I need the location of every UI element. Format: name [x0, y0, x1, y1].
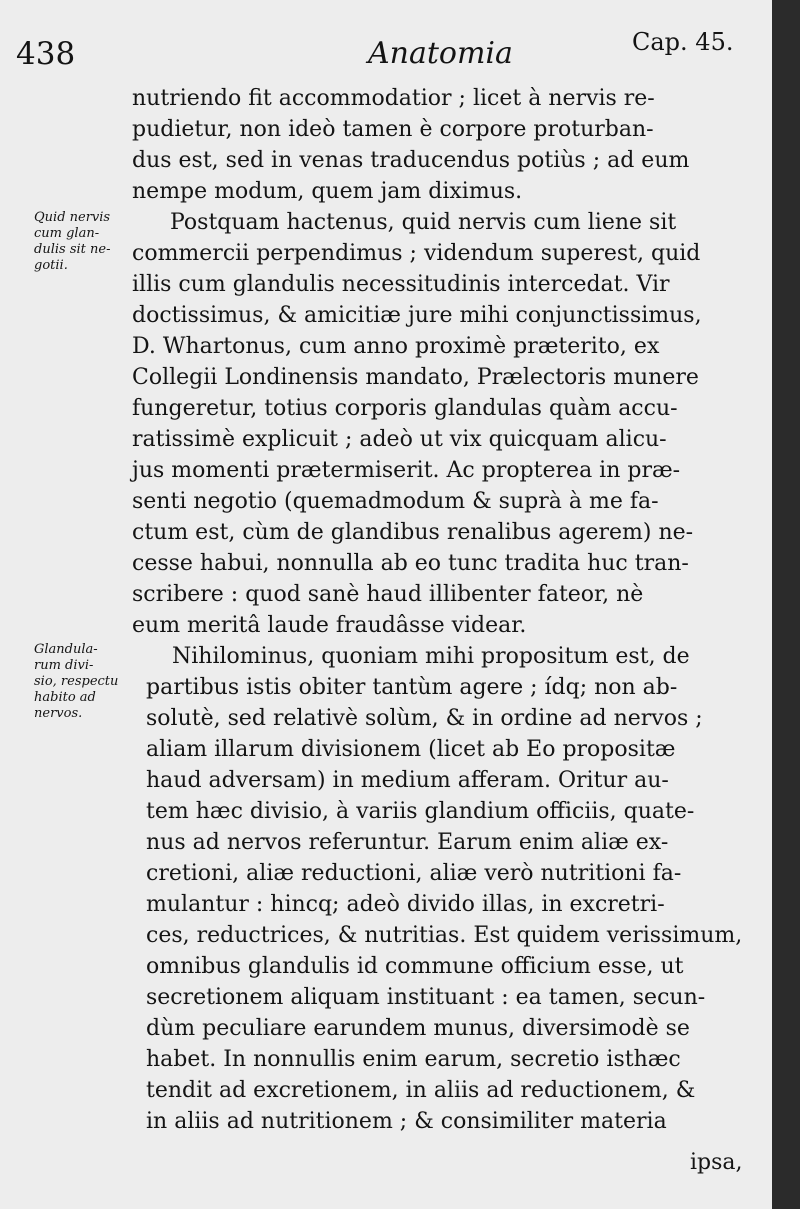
body-line: partibus istis obiter tantùm agere ; ídq; non ab- [146, 675, 678, 700]
page-edge [772, 0, 800, 1209]
body-line: doctissimus, & amicitiæ jure mihi conjunctissimus, [132, 303, 702, 328]
body-line: solutè, sed relativè solùm, & in ordine ad nervos ; [146, 706, 703, 731]
body-line: ces, reductrices, & nutritias. Est quidem verissimum, [146, 923, 743, 948]
body-line: cretioni, aliæ reductioni, aliæ verò nutritioni fa- [146, 861, 682, 886]
body-line: illis cum glandulis necessitudinis intercedat. Vir [132, 272, 670, 297]
chapter-label: Cap. 45. [632, 28, 734, 56]
body-line: Collegii Londinensis mandato, Prælectoris munere [132, 365, 699, 390]
body-line: senti negotio (quemadmodum & suprà à me fa- [132, 489, 659, 514]
body-line: scribere : quod sanè haud illibenter fateor, nè [132, 582, 644, 607]
body-line: commercii perpendimus ; videndum superest, quid [132, 241, 701, 266]
body-line: tendit ad excretionem, in aliis ad reductionem, & [146, 1078, 696, 1103]
body-line: cesse habui, nonnulla ab eo tunc tradita huc tran- [132, 551, 689, 576]
body-line: habet. In nonnullis enim earum, secretio isthæc [146, 1047, 681, 1072]
body-line: dùm peculiare earundem munus, diversimodè se [146, 1016, 690, 1041]
body-line: mulantur : hincq; adeò divido illas, in excretri- [146, 892, 665, 917]
body-line: Nihilominus, quoniam mihi propositum est, de [172, 644, 690, 669]
catchword: ipsa, [690, 1150, 743, 1175]
body-line: nus ad nervos referuntur. Earum enim aliæ ex- [146, 830, 669, 855]
body-line: jus momenti prætermiserit. Ac propterea in præ- [132, 458, 681, 483]
body-line: dus est, sed in venas traducendus potiùs ; ad eum [132, 148, 690, 173]
body-line: haud adversam) in medium afferam. Oritur au- [146, 768, 669, 793]
body-line: eum meritâ laude fraudâsse videar. [132, 613, 527, 638]
body-line: Postquam hactenus, quid nervis cum liene sit [170, 210, 677, 235]
body-line: tem hæc divisio, à variis glandium officiis, quate- [146, 799, 695, 824]
body-line: pudietur, non ideò tamen è corpore proturban- [132, 117, 654, 142]
body-line: nempe modum, quem jam diximus. [132, 179, 523, 204]
body-line: ratissimè explicuit ; adeò ut vix quicquam alicu- [132, 427, 667, 452]
body-line: aliam illarum divisionem (licet ab Eo propositæ [146, 737, 676, 762]
page-number: 438 [16, 36, 76, 72]
body-line: secretionem aliquam instituant : ea tamen, secun- [146, 985, 706, 1010]
body-line: fungeretur, totius corporis glandulas quàm accu- [132, 396, 678, 421]
body-line: ctum est, cùm de glandibus renalibus agerem) ne- [132, 520, 694, 545]
body-line: nutriendo fit accommodatior ; licet à nervis re- [132, 86, 655, 111]
body-line: in aliis ad nutritionem ; & consimiliter materia [146, 1109, 667, 1134]
margin-note-glandularum: Glandula- rum divi- sio, respectu habito ad nervos. [34, 642, 119, 721]
body-line: omnibus glandulis id commune officium esse, ut [146, 954, 684, 979]
body-line: D. Whartonus, cum anno proximè præterito, ex [132, 334, 660, 359]
running-title: Anatomia [368, 36, 513, 71]
margin-note-nervis: Quid nervis cum glan- dulis sit ne- gotii. [34, 210, 111, 273]
